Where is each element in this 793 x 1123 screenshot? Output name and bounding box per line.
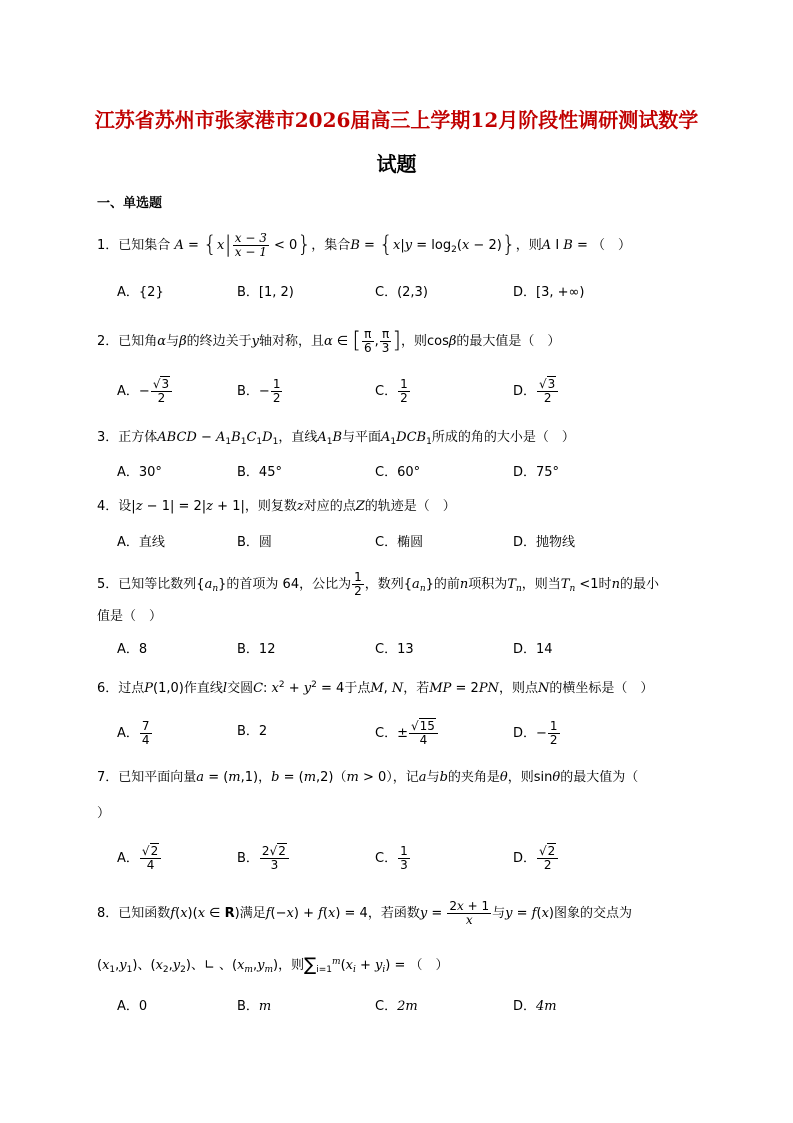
option-d[interactable]: D．[3, +∞) — [513, 285, 585, 300]
option-c[interactable]: C．椭圆 — [375, 535, 424, 550]
question-7: 7．已知平面向量a = (m,1)，b = (m,2)（m > 0），记a与b的夹角是θ，则sinθ的最大值为（ — [97, 770, 639, 785]
question-2: 2．已知角α与β的终边关于y轴对称，且α ∈ [ $\frac{\pi}{6}$ , $\frac{\pi}{3}$ ]，则cosβ的最大值是（ ） — [97, 327, 561, 355]
option-b[interactable]: B．2 — [237, 724, 268, 739]
option-d[interactable]: D． $\frac{√2}{2}$ — [513, 845, 559, 872]
option-b[interactable]: B．[1, 2) — [237, 285, 294, 300]
question-7-options — [117, 845, 737, 875]
option-b[interactable]: B．12 — [237, 642, 276, 657]
question-1: 1．已知集合 A = {x| $\frac{x - 3}{x - 1}$ < 0}，集合$B = \{x|y = \log_2(x - 2)\}$，则A I B = （ ） — [97, 231, 632, 259]
question-5-options — [117, 638, 737, 668]
option-b[interactable]: B．− $\frac{1}{2}$ — [237, 377, 281, 405]
question-4: 4．设|z − 1| = 2|z + 1|，则复数z对应的点Z的轨迹是（ ） — [97, 499, 456, 514]
option-a[interactable]: A．0 — [117, 999, 148, 1014]
question-6-options — [117, 720, 737, 750]
question-5: 5．已知等比数列$\{a_n\}$的首项为 64，公比为 $\frac{1}{2}$ ，数列$\{a_n\}$的前n项积为$T_n$，则当$T_n <1$时n的最小 — [97, 570, 659, 598]
option-d[interactable]: D．4m — [513, 999, 557, 1014]
option-b[interactable]: B．45° — [237, 465, 282, 480]
document-title-line1: 江苏省苏州市张家港市2026届高三上学期12月阶段性调研测试数学 — [94, 108, 699, 132]
option-b[interactable]: B． $\frac{2√2}{3}$ — [237, 845, 290, 872]
option-d[interactable]: D．抛物线 — [513, 535, 576, 550]
question-4-options — [117, 531, 737, 561]
question-7-line2: ） — [97, 806, 111, 821]
question-2-options — [117, 378, 737, 408]
option-c[interactable]: C． $\frac{1}{2}$ — [375, 377, 408, 405]
option-c[interactable]: C． $\frac{1}{3}$ — [375, 844, 408, 872]
document-title-line2: 试题 — [376, 152, 417, 176]
option-a[interactable]: A．直线 — [117, 535, 165, 550]
option-d[interactable]: D． $\frac{√3}{2}$ — [513, 378, 559, 405]
option-c[interactable]: C．2m — [375, 999, 418, 1014]
question-8: 8．已知函数f(x)(x ∈ R)满足f(−x) + f(x) = 4，若函数y = $\frac{2x + 1}{x}$ 与y = f(x)图象的交点为 — [97, 899, 632, 927]
option-a[interactable]: A．− $\frac{√3}{2}$ — [117, 378, 173, 405]
option-a[interactable]: A．8 — [117, 642, 148, 657]
option-d[interactable]: D．− $\frac{1}{2}$ — [513, 719, 558, 747]
question-5-line2: 值是（ ） — [97, 609, 163, 624]
option-a[interactable]: A． $\frac{√2}{4}$ — [117, 845, 162, 872]
question-3: 3．正方体ABCD − $A_1B_1C_1D_1$，直线$A_1B$与平面$A_1DCB_1$所成的角的大小是（ ） — [97, 430, 575, 447]
option-a[interactable]: A． $\frac{7}{4}$ — [117, 719, 150, 747]
option-c[interactable]: C．13 — [375, 642, 414, 657]
question-3-options — [117, 461, 737, 491]
option-b[interactable]: B．圆 — [237, 535, 272, 550]
question-6: 6．过点P(1,0)作直线l交圆C: $x^2 + y^2 = 4$于点M, N，若MP = 2PN，则点N的横坐标是（ ） — [97, 680, 654, 696]
question-8-line2: $(x_1,y_1)$、$(x_2,y_2)$、∟ 、$(x_m,y_m)$，则$\sum_{i=1}^m(x_i + y_i)$ = （ ） — [97, 954, 449, 976]
option-a[interactable]: A．30° — [117, 465, 162, 480]
option-c[interactable]: C．60° — [375, 465, 421, 480]
question-1-options — [117, 281, 737, 311]
option-c[interactable]: C．± $\frac{√15}{4}$ — [375, 720, 439, 747]
section-heading: 一、单选题 — [97, 196, 163, 211]
question-8-options — [117, 995, 737, 1025]
option-d[interactable]: D．75° — [513, 465, 560, 480]
option-c[interactable]: C．(2,3) — [375, 285, 428, 300]
option-d[interactable]: D．14 — [513, 642, 553, 657]
option-b[interactable]: B．m — [237, 999, 272, 1014]
option-a[interactable]: A．{2} — [117, 285, 164, 300]
